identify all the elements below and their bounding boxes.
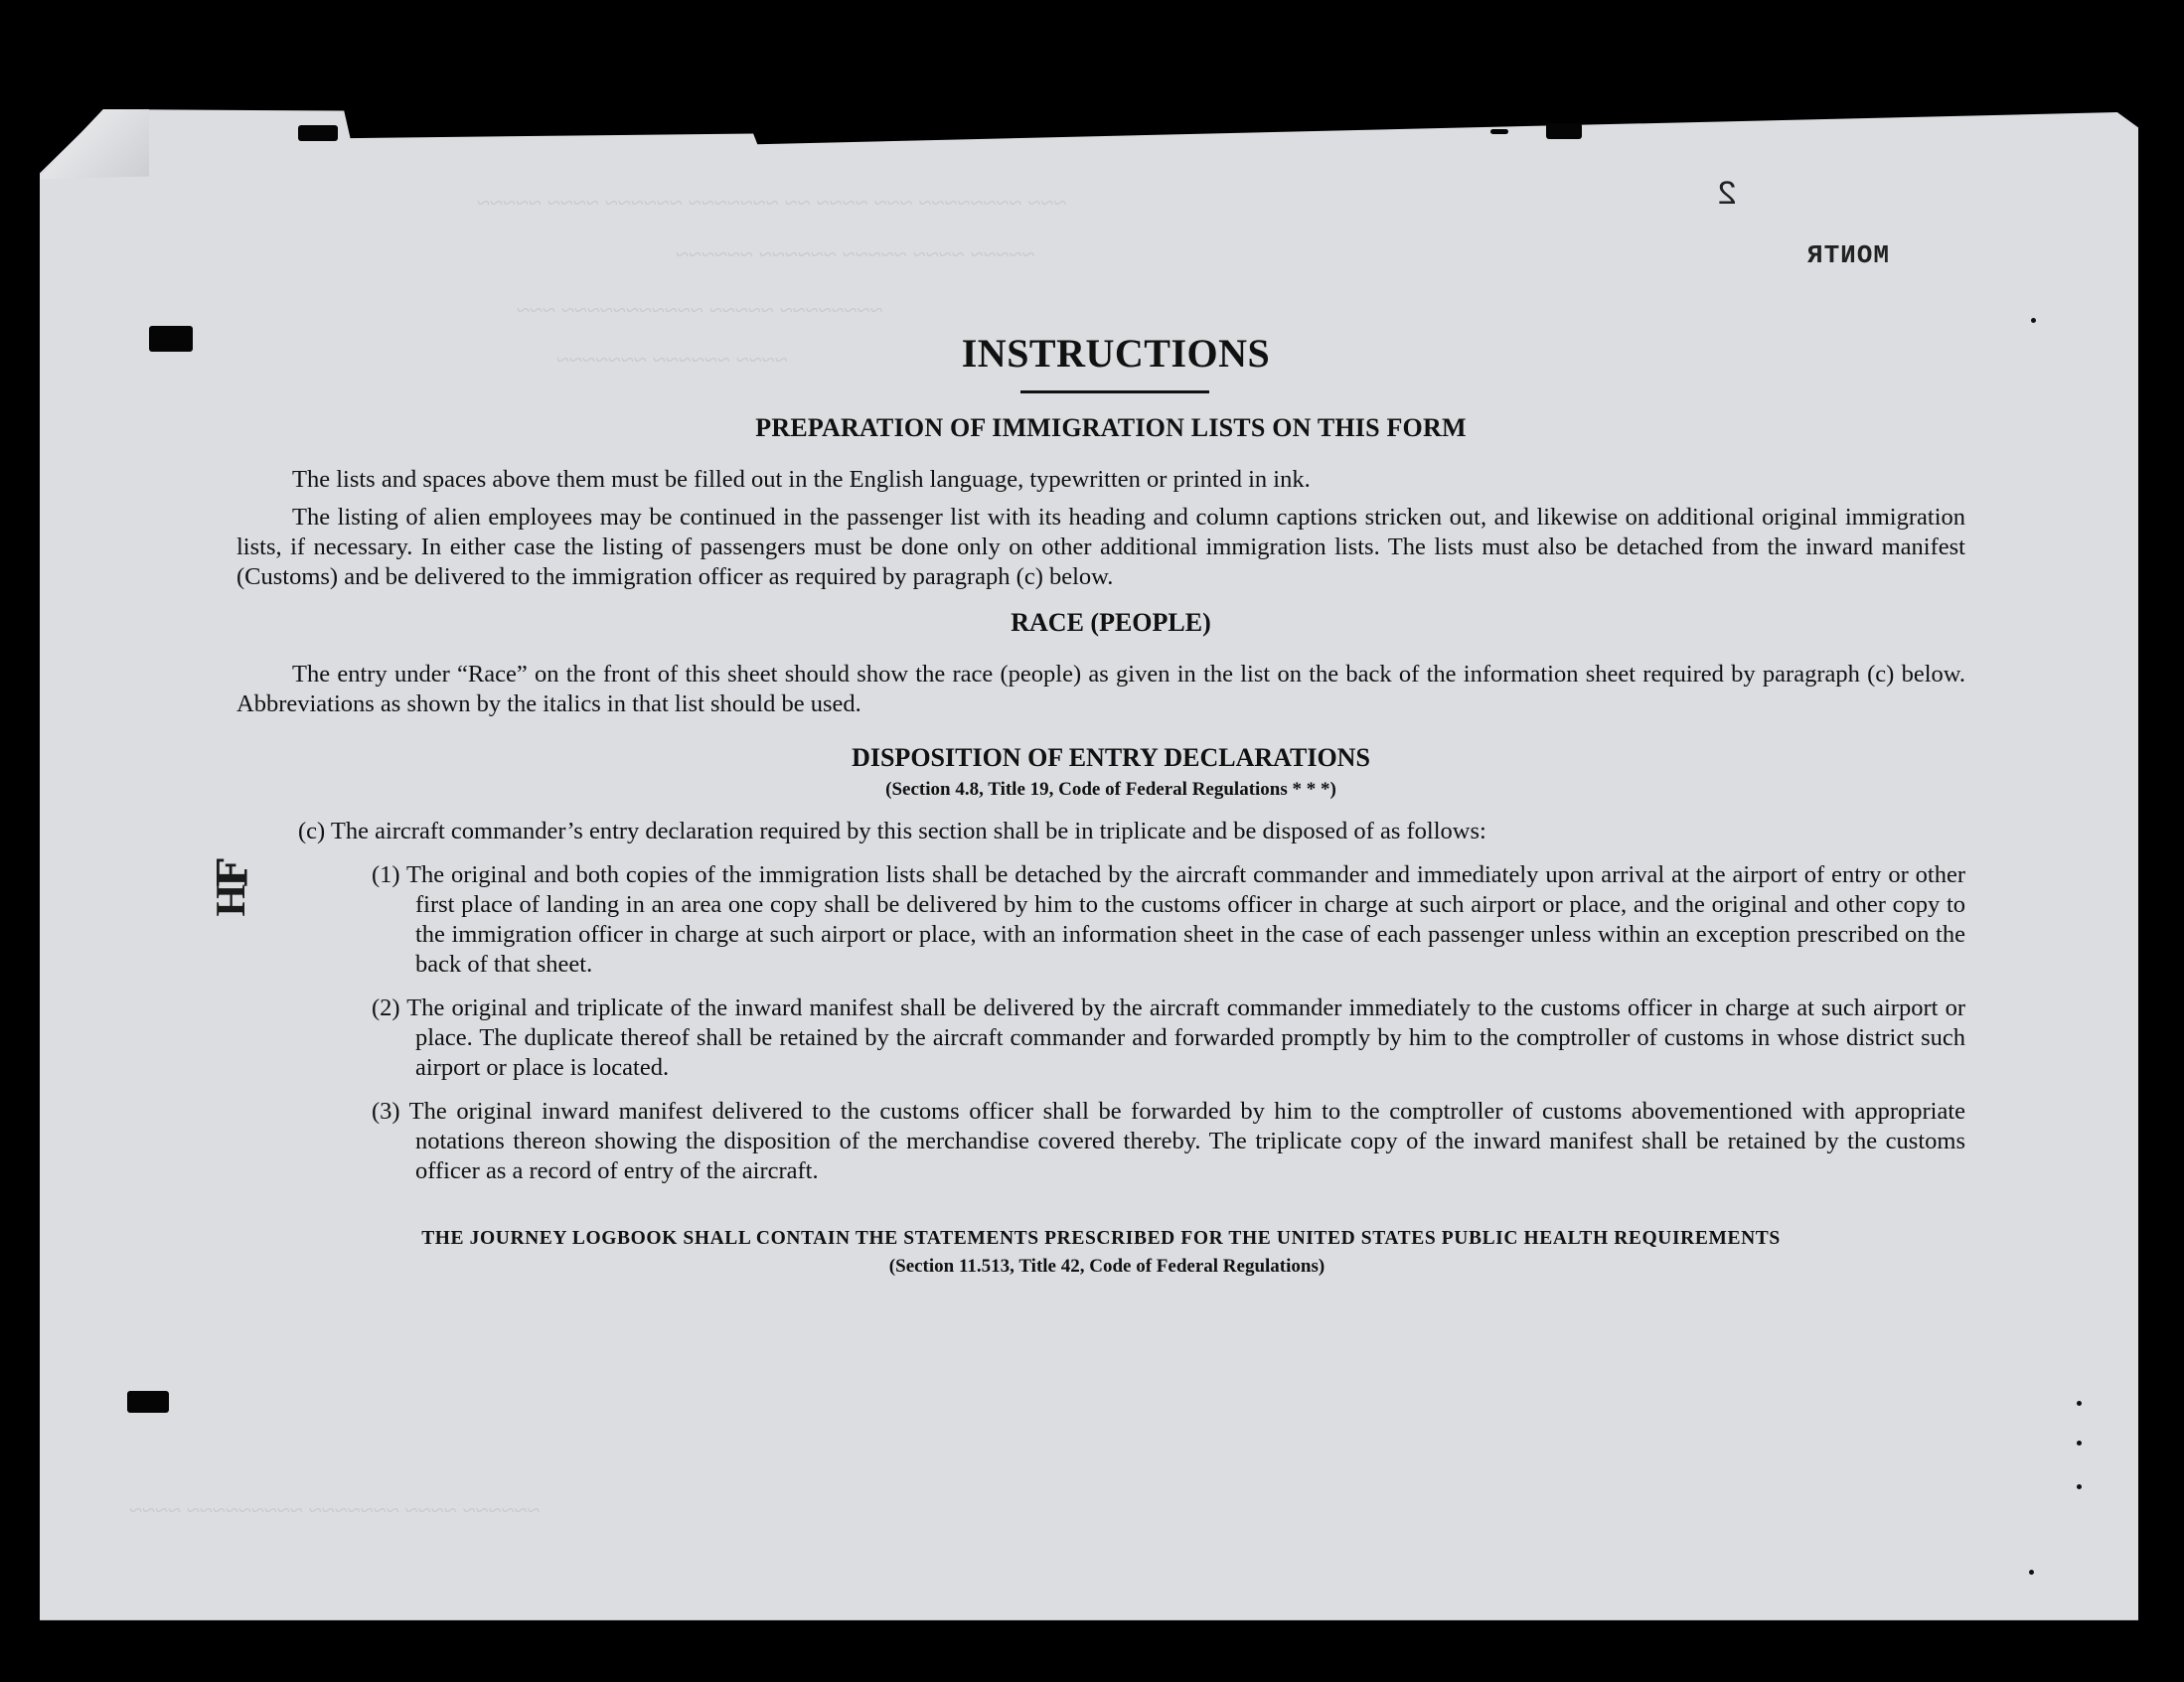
page-number: 2 xyxy=(1717,177,1738,215)
ink-blot xyxy=(127,1391,169,1413)
speck xyxy=(2077,1484,2082,1489)
instructions-body xyxy=(236,330,1965,1278)
torn-edge xyxy=(1546,123,1582,139)
bleed-through-text: ~~~~~~~~ ~~~~~ ~~~~~~~~~~~ ~~~ xyxy=(517,298,883,324)
bleed-through-text: ~~~ ~~~~~~~~ ~~~ ~~~~ ~~ ~~~~~~~ ~~~~~~ ~~~~ ~~~~~ xyxy=(477,191,1067,217)
speck xyxy=(2029,1570,2034,1575)
title-underline xyxy=(1020,390,1209,393)
disposition-item-1: (1) The original and both copies of the immigration lists shall be detached by the aircraft commander and immediately upon arrival at the airport of entry or other first place of landing in an area one copy shall be delivered by him to the customs officer in charge at such airport or place, and the original and other copy to the immigration officer in charge at such airport or place, with an information sheet in the case of each passenger unless within an exception prescribed on the back of that sheet. xyxy=(372,861,1965,978)
bleed-through-text: ~~~~~~ ~~~~ ~~~~~~~ ~~~~~~~~~ ~~~~ xyxy=(129,1498,541,1524)
torn-edge xyxy=(298,125,338,141)
speck xyxy=(2077,1441,2082,1446)
disposition-item-3: (3) The original inward manifest delivered to the customs officer shall be forwarded by him to the comptroller of customs abovementioned with appropriate notations thereon showing the disposition of the merchandise covered thereby. The triplicate copy of the inward manifest shall be retained by the customs officer as a record of entry of the aircraft. xyxy=(372,1098,1965,1184)
race-heading: RACE (PEOPLE) xyxy=(1011,608,1211,637)
logbook-citation: (Section 11.513, Title 42, Code of Federal Regulations) xyxy=(888,1256,1326,1277)
race-paragraph: The entry under “Race” on the front of this sheet should show the race (people) as given in the list on the back of the information sheet required by paragraph (c) below. Abbreviations as shown by the italics in that list should be used. xyxy=(236,661,1965,717)
preparation-paragraph-2: The listing of alien employees may be continued in the passenger list with its heading and column captions stricken out, and likewise on additional original immigration lists, if necessary. In either case the listing of passengers must be done only on other additional immigration lists. The lists must also be detached from the inward manifest (Customs) and be delivered to the immigration officer as required by paragraph (c) below. xyxy=(236,504,1965,590)
disposition-citation: (Section 4.8, Title 19, Code of Federal Regulations * * *) xyxy=(885,779,1336,800)
speck xyxy=(2031,318,2036,323)
logbook-heading: THE JOURNEY LOGBOOK SHALL CONTAIN THE STATEMENTS PRESCRIBED FOR THE UNITED STATES PUBLIC HEALTH REQUIREMENTS xyxy=(421,1228,1781,1249)
ink-blot xyxy=(149,326,193,352)
mirrored-stamp: MONTR xyxy=(1806,240,1890,270)
handwritten-stamp-mark: ℲH xyxy=(207,858,252,913)
preparation-heading: PREPARATION OF IMMIGRATION LISTS ON THIS FORM xyxy=(755,413,1467,442)
disposition-item-2: (2) The original and triplicate of the inward manifest shall be delivered by the aircraft commander immediately to the customs officer in charge at such airport or place. The duplicate thereof shall be retained by the aircraft commander and forwarded promptly by him to the comptroller of customs in whose district such airport or place is located. xyxy=(372,994,1965,1081)
disposition-intro: (c) The aircraft commander’s entry declaration required by this section shall be in triplicate and be disposed of as follows: xyxy=(298,818,1486,844)
bleed-through-text: ~~~~~ ~~~~ ~~~~~ ~~~~~~ ~~~~~~ xyxy=(676,242,1035,268)
page-title: INSTRUCTIONS xyxy=(961,331,1271,376)
torn-edge xyxy=(1490,129,1508,134)
bleed-through-text: ~~~~ ~~~~~~ ~~~~~~~ xyxy=(556,348,788,374)
disposition-heading: DISPOSITION OF ENTRY DECLARATIONS xyxy=(852,743,1370,772)
preparation-paragraph-1: The lists and spaces above them must be filled out in the English language, typewritten or printed in ink. xyxy=(292,466,1311,493)
speck xyxy=(2077,1401,2082,1406)
